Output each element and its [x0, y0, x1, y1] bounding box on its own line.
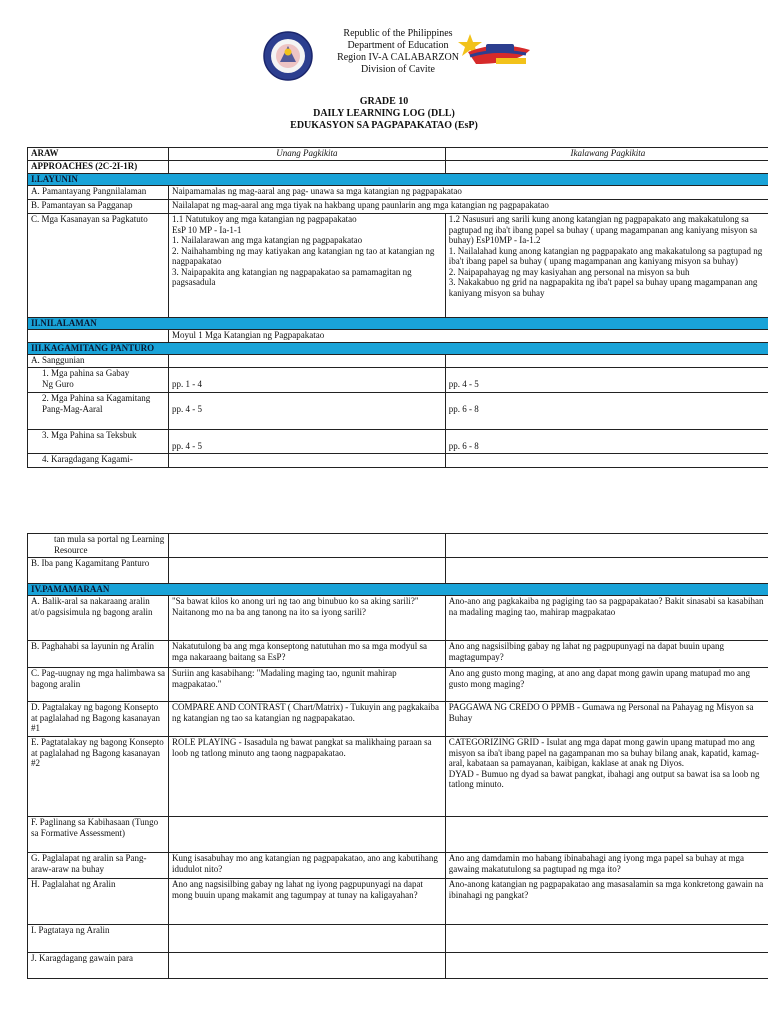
row-label: F. Paglinang sa Kabihasaan (Tungo sa Formative Assessment)	[28, 817, 169, 853]
row-label: A. Pamantayang Pangnilalaman	[28, 186, 169, 200]
day2-cell: Ano-anong katangian ng pagpapakatao ang masasalamin sa mga konkretong gawain na ibinahagi ng pangkat?	[445, 879, 768, 925]
table-row	[28, 430, 768, 454]
deped-cavite-logo-icon	[456, 30, 534, 74]
day2-cell	[445, 161, 768, 174]
table-row	[28, 853, 768, 879]
span-cell: Naipamamalas ng mag-aaral ang pag- unawa sa mga katangian ng pagpapakatao	[168, 186, 768, 200]
table-row	[28, 186, 768, 200]
section-row	[28, 174, 768, 186]
table-row	[28, 161, 768, 174]
row-label: 2. Mga Pahina sa Kagamitang Pang-Mag-Aaral	[28, 393, 169, 430]
section-row	[28, 584, 768, 596]
day1-cell: pp. 4 - 5	[168, 393, 445, 430]
row-label: I. Pagtataya ng Aralin	[28, 925, 169, 953]
day1-cell: Suriin ang kasabihang: "Madaling maging tao, ngunit mahirap magpakatao."	[168, 668, 445, 702]
row-label: A. Balik-aral sa nakaraang aralin at/o pagsisimula ng bagong aralin	[28, 596, 169, 641]
day2-cell: PAGGAWA NG CREDO O PPMB - Gumawa ng Personal na Pahayag ng Misyon sa Buhay	[445, 702, 768, 737]
day1-cell	[168, 953, 445, 979]
row-label: APPROACHES (2C-2I-1R)	[28, 161, 169, 174]
row-label: B. Paghahabi sa layunin ng Aralin	[28, 641, 169, 668]
table-row	[28, 641, 768, 668]
grade-title: GRADE 10	[359, 96, 409, 107]
row-label: H. Paglalahat ng Aralin	[28, 879, 169, 925]
log-title: DAILY LEARNING LOG (DLL)	[313, 108, 455, 119]
day2-cell: 1.2 Nasusuri ang sarili kung anong katangian ng pagpapakato ang makakatulong sa pagtupad ng iba't ibang papel sa buhay ( upang magampanan ang kaniyang misyon sa buhay) EsP10MP - Ia-1.2 1. Nailalahad kung anong katangian ng pagpapakato ang makakatulong sa pagtupad ng iba't ibang papel sa buhay ( upang magampanan ang kaniyang misyon sa buhay) 2. Naipapahayag ng may kasiyahan ang personal na misyon sa buh 3. Nakakabuo ng grid na nagpapakita ng iba't papel sa buhay upang magampanan ang kaniyang misyon sa buhay	[445, 214, 768, 318]
section-row	[28, 318, 768, 330]
section-heading: IV.PAMAMARAAN	[28, 584, 768, 596]
day1-cell: "Sa bawat kilos ko anong uri ng tao ang binubuo ko sa aking sarili?" Naitanong mo na ba ang tanong na ito sa iyong sarili?	[168, 596, 445, 641]
day1-cell	[168, 161, 445, 174]
day1-cell: pp. 4 - 5	[168, 430, 445, 454]
table-row	[28, 596, 768, 641]
row-label: C. Pag-uugnay ng mga halimbawa sa bagong aralin	[28, 668, 169, 702]
day1-cell	[168, 817, 445, 853]
subject-title: EDUKASYON SA PAGPAPAKATAO (EsP)	[290, 120, 478, 131]
table-row	[28, 368, 768, 393]
table-row	[28, 737, 768, 817]
day2-cell: pp. 6 - 8	[445, 430, 768, 454]
span-cell: Nailalapat ng mag-aaral ang mga tiyak na hakbang upang paunlarin ang mga katangian ng pagpapakatao	[168, 200, 768, 214]
day1-cell	[168, 925, 445, 953]
table-row	[28, 925, 768, 953]
table-row	[28, 355, 768, 368]
table-row	[28, 330, 768, 343]
section-heading: I.LAYUNIN	[28, 174, 768, 186]
header-line-4: Division of Cavite	[361, 64, 435, 75]
day2-cell	[445, 558, 768, 584]
row-label: C. Mga Kasanayan sa Pagkatuto	[28, 214, 169, 318]
day2-cell: Ano ang damdamin mo habang ibinabahagi ang iyong mga papel sa buhay at mga gawaing makatutulong sa pagtupad ng mga ito?	[445, 853, 768, 879]
day1-cell: ROLE PLAYING - Isasadula ng bawat pangkat sa malikhaing paraan sa loob ng tatlong minuto ang taong nagpapakatao.	[168, 737, 445, 817]
row-label: 1. Mga pahina sa Gabay Ng Guro	[28, 368, 169, 393]
table-row	[28, 454, 768, 468]
section-heading: II.NILALAMAN	[28, 318, 768, 330]
table-row	[28, 817, 768, 853]
section-heading: III.KAGAMITANG PANTURO	[28, 343, 768, 355]
table-row	[28, 200, 768, 214]
day2-cell: CATEGORIZING GRID - Isulat ang mga dapat mong gawin upang matupad mo ang misyon sa iba't ibang papel na gagampanan mo sa buhay bilang anak, kapatid, kamag-aral, kabataan sa pamayanan, kaibigan, kaklase at anak ng Diyos. DYAD - Bumuo ng dyad sa bawat pangkat, ibahagi ang output sa bawat isa sa loob ng tatlong minuto.	[445, 737, 768, 817]
header-cell-day1: Unang Pagkikita	[168, 148, 445, 161]
table-row	[28, 953, 768, 979]
day1-cell	[168, 454, 445, 468]
row-label: 4. Karagdagang Kagami-	[28, 454, 169, 468]
row-label: J. Karagdagang gawain para	[28, 953, 169, 979]
day1-cell	[168, 534, 445, 558]
row-label: B. Iba pang Kagamitang Panturo	[28, 558, 169, 584]
header-line-1: Republic of the Philippines	[343, 28, 453, 39]
table-row	[28, 558, 768, 584]
table-row	[28, 214, 768, 318]
day2-cell	[445, 355, 768, 368]
table-row	[28, 534, 768, 558]
day2-cell	[445, 953, 768, 979]
day2-cell: Ano ang nagsisilbing gabay ng lahat ng pagpupunyagi na dapat buuin upang magtagumpay?	[445, 641, 768, 668]
day2-cell	[445, 925, 768, 953]
day1-cell: 1.1 Natutukoy ang mga katangian ng pagpapakatao EsP 10 MP - Ia-1-1 1. Nailalarawan ang mga katangian ng pagpapakatao 2. Naihahambing ng may katiyakan ang katangian ng tao at katangian ng nagpapakatao 3. Naipapakita ang katangian ng nagpapakatao sa pamamagitan ng pagsasadula	[168, 214, 445, 318]
dll-table-part1	[27, 147, 768, 468]
day2-cell	[445, 817, 768, 853]
row-label: D. Pagtalakay ng bagong Konsepto at paglalahad ng Bagong kasanayan #1	[28, 702, 169, 737]
row-label: B. Pamantayan sa Pagganap	[28, 200, 169, 214]
section-row	[28, 343, 768, 355]
day1-cell	[168, 558, 445, 584]
table-row	[28, 668, 768, 702]
day2-cell: Ano-ano ang pagkakaiba ng pagiging tao sa pagpapakatao? Bakit sinasabi sa kasabihan na madaling maging tao, mahirap magpakatao	[445, 596, 768, 641]
day1-cell: pp. 1 - 4	[168, 368, 445, 393]
header-cell-day2: Ikalawang Pagkikita	[445, 148, 768, 161]
day1-cell: Kung isasabuhay mo ang katangian ng pagpapakatao, ano ang kabutihang idudulot nito?	[168, 853, 445, 879]
day2-cell	[445, 534, 768, 558]
document-header	[0, 28, 768, 138]
day1-cell: Nakatutulong ba ang mga konseptong natutuhan mo sa mga modyul sa mga nakaraang baitang sa EsP?	[168, 641, 445, 668]
row-label: G. Paglalapat ng aralin sa Pang-araw-araw na buhay	[28, 853, 169, 879]
day1-cell	[168, 355, 445, 368]
row-label: 3. Mga Pahina sa Teksbuk	[28, 430, 169, 454]
header-line-2: Department of Education	[347, 40, 449, 51]
table-row	[28, 148, 768, 161]
row-label: tan mula sa portal ng Learning Resource	[28, 534, 169, 558]
table-row	[28, 702, 768, 737]
header-line-3: Region IV-A CALABARZON	[337, 52, 459, 63]
day2-cell: pp. 4 - 5	[445, 368, 768, 393]
dll-table-part2	[27, 533, 768, 979]
row-label: E. Pagtatalakay ng bagong Konsepto at paglalahad ng Bagong kasanayan #2	[28, 737, 169, 817]
row-label: A. Sanggunian	[28, 355, 169, 368]
day2-cell: Ano ang gusto mong maging, at ano ang dapat mong gawin upang matupad mo ang gusto mong maging?	[445, 668, 768, 702]
day2-cell: pp. 6 - 8	[445, 393, 768, 430]
day1-cell: COMPARE AND CONTRAST ( Chart/Matrix) - Tukuyin ang pagkakaiba ng katangian ng tao sa katangian ng nagpapakatao.	[168, 702, 445, 737]
span-cell: Moyul 1 Mga Katangian ng Pagpapakatao	[168, 330, 768, 343]
day2-cell	[445, 454, 768, 468]
table-row	[28, 879, 768, 925]
header-cell-araw: ARAW	[28, 148, 169, 161]
document-titles	[0, 96, 768, 132]
day1-cell: Ano ang nagsisilbing gabay ng lahat ng iyong pagpupunyagi na dapat mong buuin upang makamit ang tagumpay at tunay na kaligayahan?	[168, 879, 445, 925]
row-label	[28, 330, 169, 343]
table-row	[28, 393, 768, 430]
